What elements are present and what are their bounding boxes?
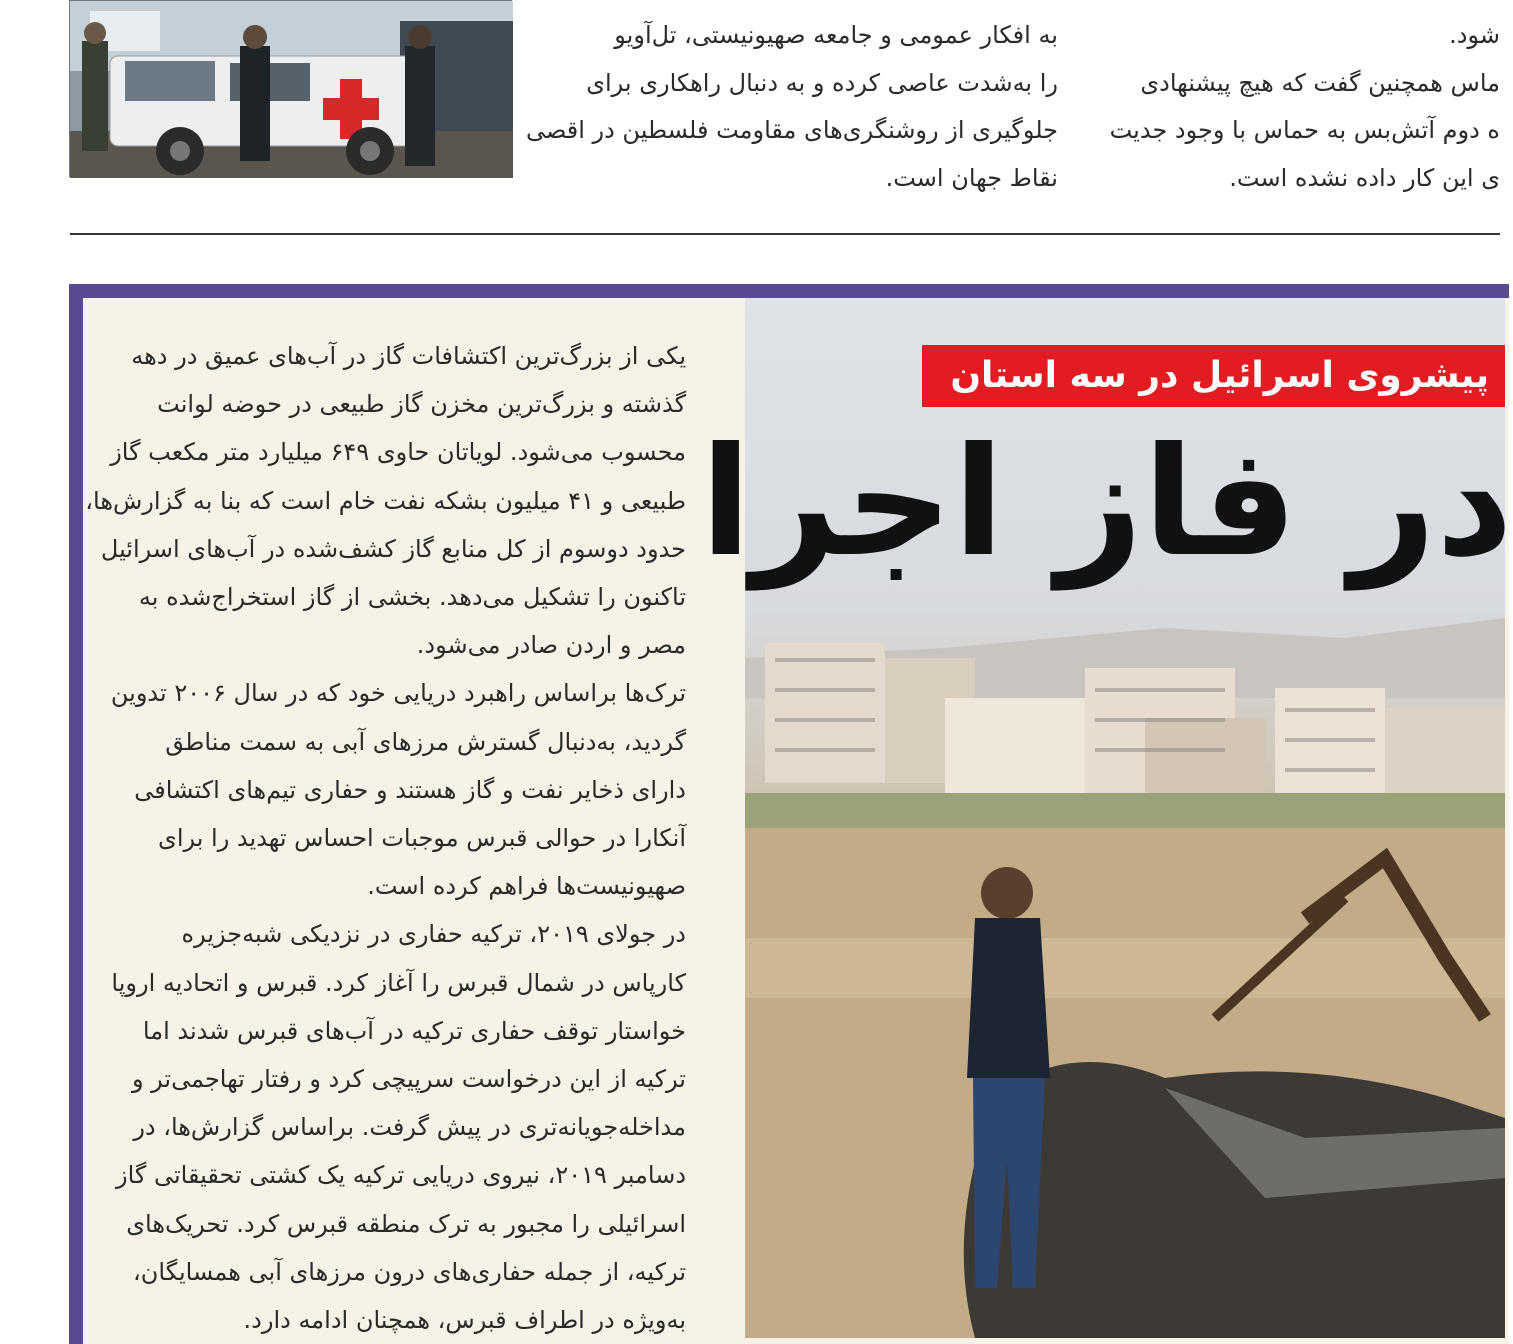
text-line: در جولای ۲۰۱۹، ترکیه حفاری در نزدیکی شبه‌جزیره — [181, 920, 686, 949]
text-line: طبیعی و ۴۱ میلیون بشکه نفت خام است که بنا به گزارش‌ها، — [85, 486, 686, 515]
text-line: گردید، به‌دنبال گسترش مرزهای آبی به سمت مناطق — [165, 727, 686, 756]
text-line: ترکیه، از جمله حفاری‌های درون مرزهای آبی همسایگان، — [133, 1257, 686, 1286]
text-line: صهیونیست‌ها فراهم کرده است. — [367, 872, 686, 901]
text-line: خواستار توقف حفاری ترکیه در آب‌های قبرس شدند اما — [142, 1016, 686, 1045]
text-line: دارای ذخایر نفت و گاز هستند و حفاری تیم‌های اکتشافی — [134, 775, 686, 804]
text-line: نقاط جهان است. — [885, 163, 1058, 192]
text-line: مصر و اردن صادر می‌شود. — [416, 631, 686, 660]
text-line: را به‌شدت عاصی کرده و به دنبال راهکاری برای — [586, 68, 1058, 97]
text-line: شود. — [1449, 21, 1500, 49]
main-headline: در فاز اجرا — [700, 416, 1513, 590]
text-line: تاکنون را تشکیل می‌دهد. بخشی از گاز استخراج‌شده به — [138, 583, 686, 612]
top-photo — [69, 0, 512, 177]
text-line: آنکارا در حوالی قبرس موجبات احساس تهدید را برای — [158, 824, 686, 853]
text-line: ی این کار داده نشده است. — [1229, 163, 1500, 192]
text-line: اسرائیلی را مجبور به ترک منطقه قبرس کرد. تحریک‌های — [126, 1209, 686, 1238]
text-line: جلوگیری از روشنگری‌های مقاومت فلسطین در اقصی — [525, 116, 1058, 144]
text-line: گذشته و بزرگ‌ترین مخزن گاز طبیعی در حوضه لوانت — [157, 390, 686, 419]
text-line: دسامبر ۲۰۱۹، نیروی دریایی ترکیه یک کشتی تحقیقاتی گاز — [116, 1161, 686, 1190]
top-article-column-left — [525, 12, 1058, 202]
text-line: ترک‌ها براساس راهبرد دریایی خود که در سال ۲۰۰۶ تدوین — [110, 679, 686, 708]
feature-photo — [700, 298, 1513, 1338]
text-line: ماس همچنین گفت که هیچ پیشنهادی — [1140, 68, 1500, 97]
text-line: ترکیه از این درخواست سرپیچی کرد و رفتار تهاجمی‌تر و — [131, 1065, 686, 1094]
text-line: حدود دوسوم از کل منابع گاز کشف‌شده در آب‌های اسرائیل — [100, 534, 686, 563]
text-line: کارپاس در شمال قبرس را آغاز کرد. قبرس و اتحادیه اروپا — [111, 968, 686, 997]
text-line: ه دوم آتش‌بس به حماس با وجود جدیت — [1109, 116, 1500, 144]
text-line: مداخله‌جویانه‌تری در پیش گرفت. براساس گزارش‌ها، در — [133, 1113, 686, 1142]
section-divider — [70, 233, 1500, 235]
text-line: به افکار عمومی و جامعه صهیونیستی، تل‌آویو — [614, 21, 1058, 49]
top-article-column-right — [1109, 12, 1500, 202]
ambulance-photo-illustration — [70, 1, 513, 178]
feature-body-text — [85, 332, 686, 1344]
text-line: محسوب می‌شود. لویاتان حاوی ۶۴۹ میلیارد متر مکعب گاز — [110, 438, 686, 467]
text-line: یکی از بزرگ‌ترین اکتشافات گاز در آب‌های عمیق در دهه — [131, 342, 686, 370]
text-line: به‌ویژه در اطراف قبرس، همچنان ادامه دارد. — [243, 1306, 686, 1335]
headline-kicker: پیشروی اسرائیل در سه استان — [922, 345, 1505, 407]
